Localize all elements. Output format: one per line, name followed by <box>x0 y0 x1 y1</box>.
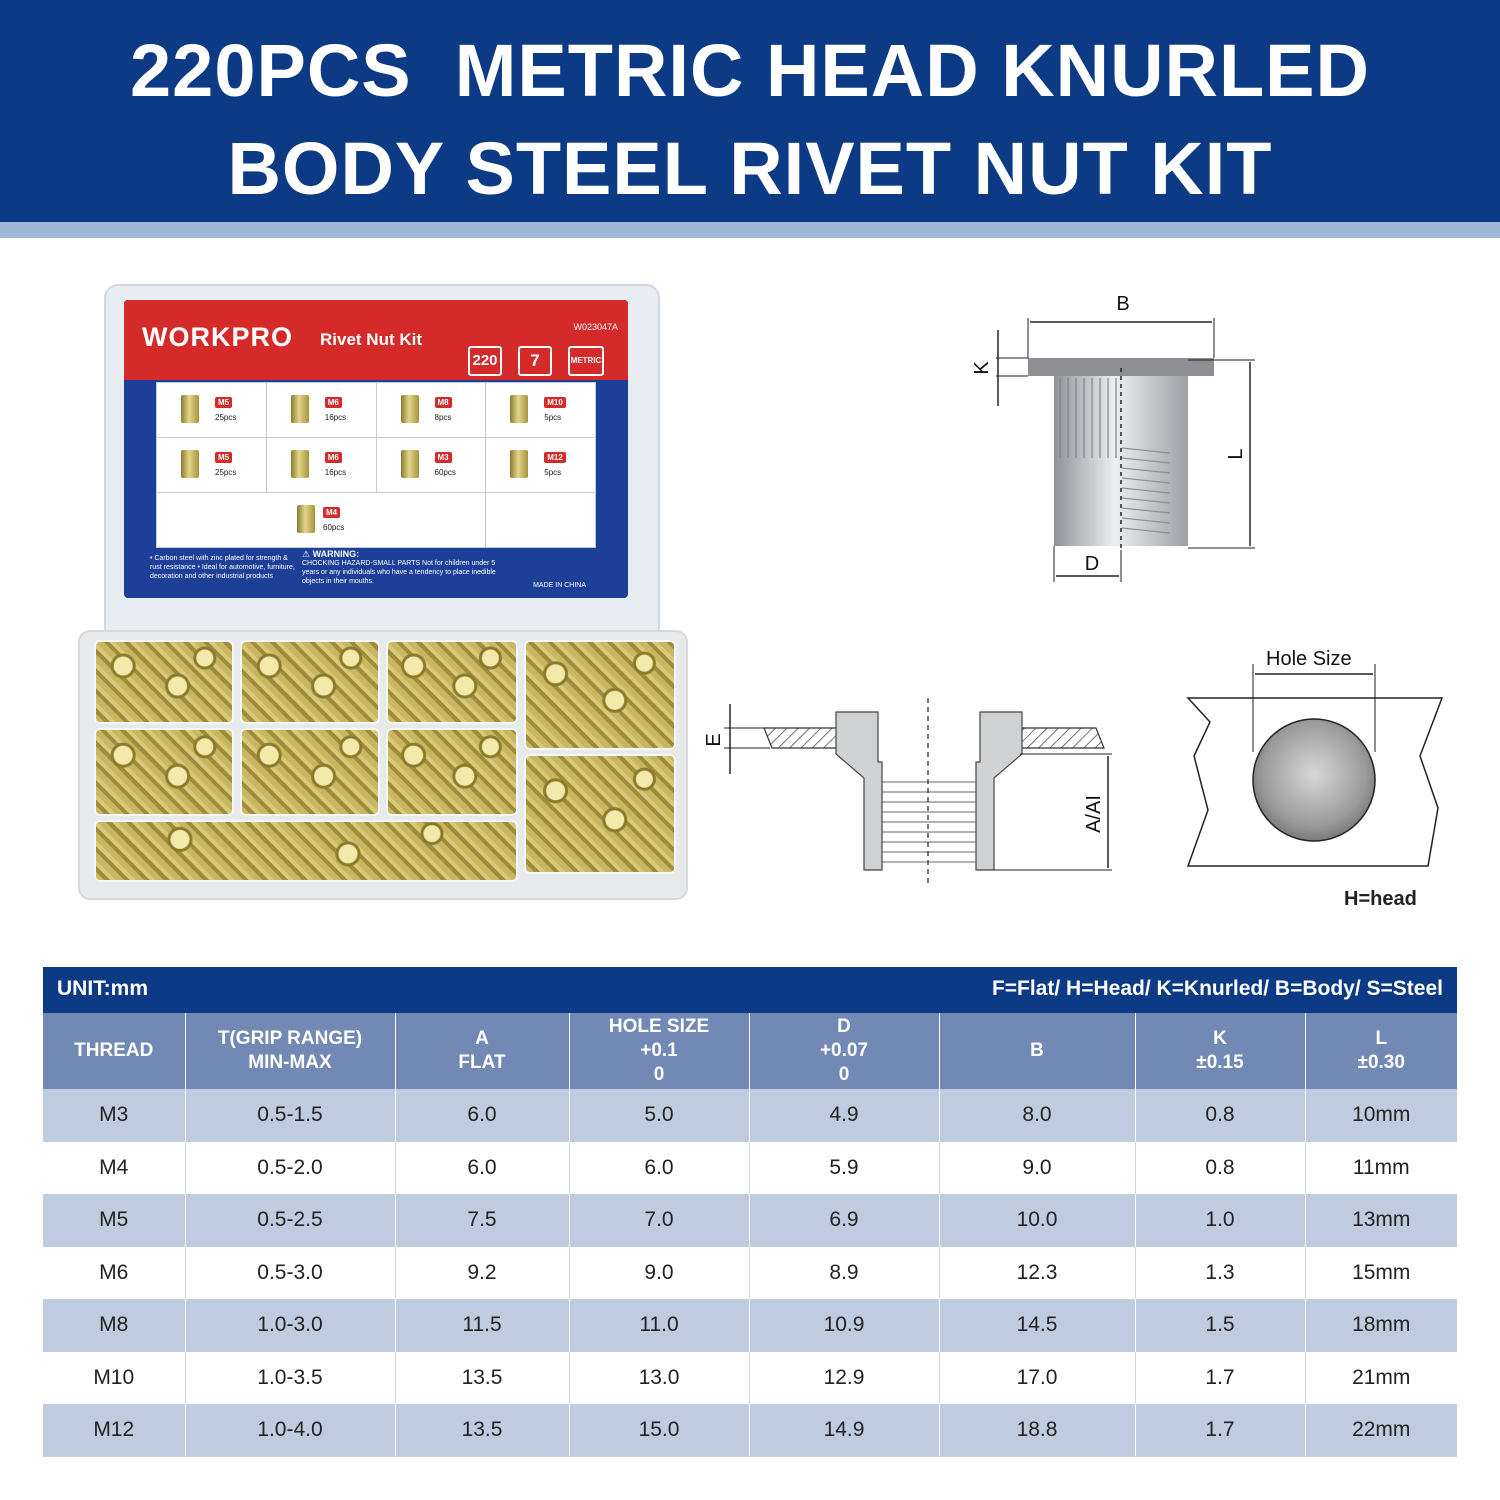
metric-badge: METRIC <box>568 346 604 376</box>
cell-thread: M8 <box>43 1299 185 1352</box>
table-header-row <box>43 1013 1457 1089</box>
compartment <box>486 438 595 492</box>
cell-k: 1.0 <box>1135 1194 1305 1247</box>
compartment-photo <box>240 640 380 724</box>
kit-label <box>124 300 628 598</box>
cell-k: 1.5 <box>1135 1299 1305 1352</box>
compartment <box>377 383 486 437</box>
compartment <box>157 383 266 437</box>
kit-compartments <box>78 630 688 900</box>
banner-divider <box>0 222 1500 238</box>
col-header-grip-range: T(GRIP RANGE) MIN-MAX <box>185 1013 395 1089</box>
cell-thread: M3 <box>43 1089 185 1142</box>
cell-a: 6.0 <box>395 1142 569 1195</box>
cell-grip-range: 0.5-2.0 <box>185 1142 395 1195</box>
dim-a-label: A/AI <box>1083 795 1105 833</box>
compartment-photo <box>524 640 676 750</box>
cell-grip-range: 0.5-1.5 <box>185 1089 395 1142</box>
cell-d: 10.9 <box>749 1299 939 1352</box>
cell-b: 17.0 <box>939 1352 1135 1405</box>
compartment <box>157 493 485 547</box>
hole-circle <box>1253 719 1375 841</box>
compartment-photo <box>94 640 234 724</box>
cell-hole-size: 15.0 <box>569 1404 749 1457</box>
cell-hole-size: 13.0 <box>569 1352 749 1405</box>
cell-l: 15mm <box>1305 1247 1457 1300</box>
compartment <box>377 438 486 492</box>
spec-grid <box>43 1013 1457 1457</box>
section-thread-lines <box>882 782 976 862</box>
cell-b: 8.0 <box>939 1089 1135 1142</box>
cell-l: 11mm <box>1305 1142 1457 1195</box>
cell-d: 8.9 <box>749 1247 939 1300</box>
installed-section-diagram <box>700 690 1120 900</box>
table-row <box>43 1142 1457 1195</box>
size-count-badge: 7 <box>518 346 552 376</box>
cell-l: 10mm <box>1305 1089 1457 1142</box>
compartment-photo <box>386 640 518 724</box>
rivet-section-left <box>836 712 882 870</box>
cell-grip-range: 0.5-2.5 <box>185 1194 395 1247</box>
compartment <box>157 438 266 492</box>
cell-k: 1.7 <box>1135 1352 1305 1405</box>
rivet-section-right <box>976 712 1022 870</box>
cell-hole-size: 7.0 <box>569 1194 749 1247</box>
unit-label: UNIT:mm <box>57 977 149 1000</box>
hole-size-label: Hole Size <box>1266 648 1352 670</box>
col-header-k: K ±0.15 <box>1135 1013 1305 1089</box>
kit-subtitle: Rivet Nut Kit <box>320 330 422 349</box>
material-notes: • Carbon steel with zinc plated for strength & rust resistance • Ideal for automotive, furniture, decoration and other industrial products <box>150 555 295 580</box>
cell-hole-size: 9.0 <box>569 1247 749 1300</box>
dim-b-label: B <box>1116 293 1130 315</box>
cell-l: 22mm <box>1305 1404 1457 1457</box>
compartment-photo <box>240 728 380 816</box>
dim-k-label: K <box>971 361 993 375</box>
cell-hole-size: 11.0 <box>569 1299 749 1352</box>
cell-d: 5.9 <box>749 1142 939 1195</box>
cell-k: 0.8 <box>1135 1089 1305 1142</box>
cell-k: 1.3 <box>1135 1247 1305 1300</box>
warning-title: ⚠ WARNING: <box>302 549 360 559</box>
table-title-bar <box>43 967 1457 1013</box>
cell-thread: M6 <box>43 1247 185 1300</box>
table-body <box>43 1089 1457 1457</box>
rivet-nut-icon <box>181 450 199 478</box>
table-row <box>43 1352 1457 1405</box>
compartment-count: 16pcs <box>324 468 347 477</box>
cell-b: 9.0 <box>939 1142 1135 1195</box>
cell-d: 12.9 <box>749 1352 939 1405</box>
rivet-nut-icon <box>291 395 309 423</box>
rivet-nut-icon <box>401 395 419 423</box>
compartment <box>267 438 376 492</box>
table-row <box>43 1247 1457 1300</box>
cell-l: 21mm <box>1305 1352 1457 1405</box>
col-header-a: A FLAT <box>395 1013 569 1089</box>
compartment-count: 60pcs <box>323 523 345 532</box>
col-header-hole-size: HOLE SIZE +0.1 0 <box>569 1013 749 1089</box>
cell-grip-range: 0.5-3.0 <box>185 1247 395 1300</box>
col-header-b: B <box>939 1013 1135 1089</box>
compartment-count: 60pcs <box>434 468 456 477</box>
cell-a: 11.5 <box>395 1299 569 1352</box>
cell-b: 18.8 <box>939 1404 1135 1457</box>
cell-thread: M10 <box>43 1352 185 1405</box>
hole-size-diagram <box>1180 660 1450 872</box>
rivet-nut-icon <box>291 450 309 478</box>
compartment-count: 8pcs <box>434 413 452 422</box>
dim-d-label: D <box>1084 553 1100 575</box>
brand-logo: WORKPRO <box>142 322 293 352</box>
rivet-nut-icon <box>510 450 528 478</box>
compartment-size: M3 <box>435 452 452 463</box>
cell-thread: M12 <box>43 1404 185 1457</box>
dim-l-label: L <box>1225 448 1247 460</box>
compartment-size: M6 <box>325 397 342 408</box>
cell-grip-range: 1.0-3.0 <box>185 1299 395 1352</box>
cell-a: 7.5 <box>395 1194 569 1247</box>
compartment-size: M5 <box>215 452 232 463</box>
compartment-photo <box>94 820 518 882</box>
dim-e-label: E <box>703 733 725 747</box>
compartment-size: M5 <box>215 397 232 408</box>
cell-k: 1.7 <box>1135 1404 1305 1457</box>
model-number: W023047A <box>573 322 618 332</box>
rivet-nut-icon <box>401 450 419 478</box>
compartment-size: M8 <box>435 397 452 408</box>
cell-a: 6.0 <box>395 1089 569 1142</box>
compartment-count: 25pcs <box>215 413 237 422</box>
cell-hole-size: 6.0 <box>569 1142 749 1195</box>
compartment-size: M12 <box>544 452 566 463</box>
cell-k: 0.8 <box>1135 1142 1305 1195</box>
compartment-map <box>156 382 596 548</box>
compartment-count: 5pcs <box>544 468 562 477</box>
col-header-l: L ±0.30 <box>1305 1013 1457 1089</box>
table-row <box>43 1194 1457 1247</box>
table-row <box>43 1404 1457 1457</box>
piece-count-badge: 220 <box>468 346 502 376</box>
cell-grip-range: 1.0-4.0 <box>185 1404 395 1457</box>
label-header <box>124 300 628 380</box>
compartment-photo <box>386 728 518 816</box>
cell-d: 6.9 <box>749 1194 939 1247</box>
choking-warning <box>302 550 502 586</box>
cell-d: 14.9 <box>749 1404 939 1457</box>
rivet-nut-icon <box>181 395 199 423</box>
head-note: H=head <box>1344 888 1417 910</box>
compartment-size: M6 <box>325 452 342 463</box>
rivet-nut-icon <box>510 395 528 423</box>
table-row <box>43 1089 1457 1142</box>
col-header-thread: THREAD <box>43 1013 185 1089</box>
warning-text: CHOCKING HAZARD-SMALL PARTS Not for children under 5 years or any individuals who have a tendency to place inedible objects in their mouths. <box>302 560 496 585</box>
compartment-count: 16pcs <box>324 413 347 422</box>
compartment-photo <box>94 728 234 816</box>
rivet-nut-dimension-diagram <box>960 288 1260 588</box>
rivet-nut-icon <box>297 505 315 533</box>
cell-b: 12.3 <box>939 1247 1135 1300</box>
cell-l: 18mm <box>1305 1299 1457 1352</box>
kit-box-image <box>76 278 692 910</box>
made-in: MADE IN CHINA <box>533 582 586 589</box>
table-row <box>43 1299 1457 1352</box>
abbreviation-legend: F=Flat/ H=Head/ K=Knurled/ B=Body/ S=Steel <box>991 977 1443 1000</box>
cell-b: 10.0 <box>939 1194 1135 1247</box>
compartment-size: M4 <box>323 507 340 518</box>
compartment-count: 25pcs <box>215 468 237 477</box>
compartment-count: 5pcs <box>544 413 562 422</box>
cell-a: 13.5 <box>395 1352 569 1405</box>
title-banner <box>0 0 1500 222</box>
cell-thread: M4 <box>43 1142 185 1195</box>
cell-l: 13mm <box>1305 1194 1457 1247</box>
title-line-2: BODY STEEL RIVET NUT KIT <box>227 127 1273 210</box>
compartment-size: M10 <box>544 397 566 408</box>
cell-b: 14.5 <box>939 1299 1135 1352</box>
cell-a: 13.5 <box>395 1404 569 1457</box>
cell-a: 9.2 <box>395 1247 569 1300</box>
cell-hole-size: 5.0 <box>569 1089 749 1142</box>
cell-grip-range: 1.0-3.5 <box>185 1352 395 1405</box>
compartment <box>486 383 595 437</box>
rivet-head <box>1028 358 1214 376</box>
compartment <box>267 383 376 437</box>
title-line-1: 220PCS METRIC HEAD KNURLED <box>130 29 1370 112</box>
compartment-photo <box>524 754 676 874</box>
cell-d: 4.9 <box>749 1089 939 1142</box>
cell-thread: M5 <box>43 1194 185 1247</box>
specification-table <box>43 967 1457 1457</box>
col-header-d: D +0.07 0 <box>749 1013 939 1089</box>
